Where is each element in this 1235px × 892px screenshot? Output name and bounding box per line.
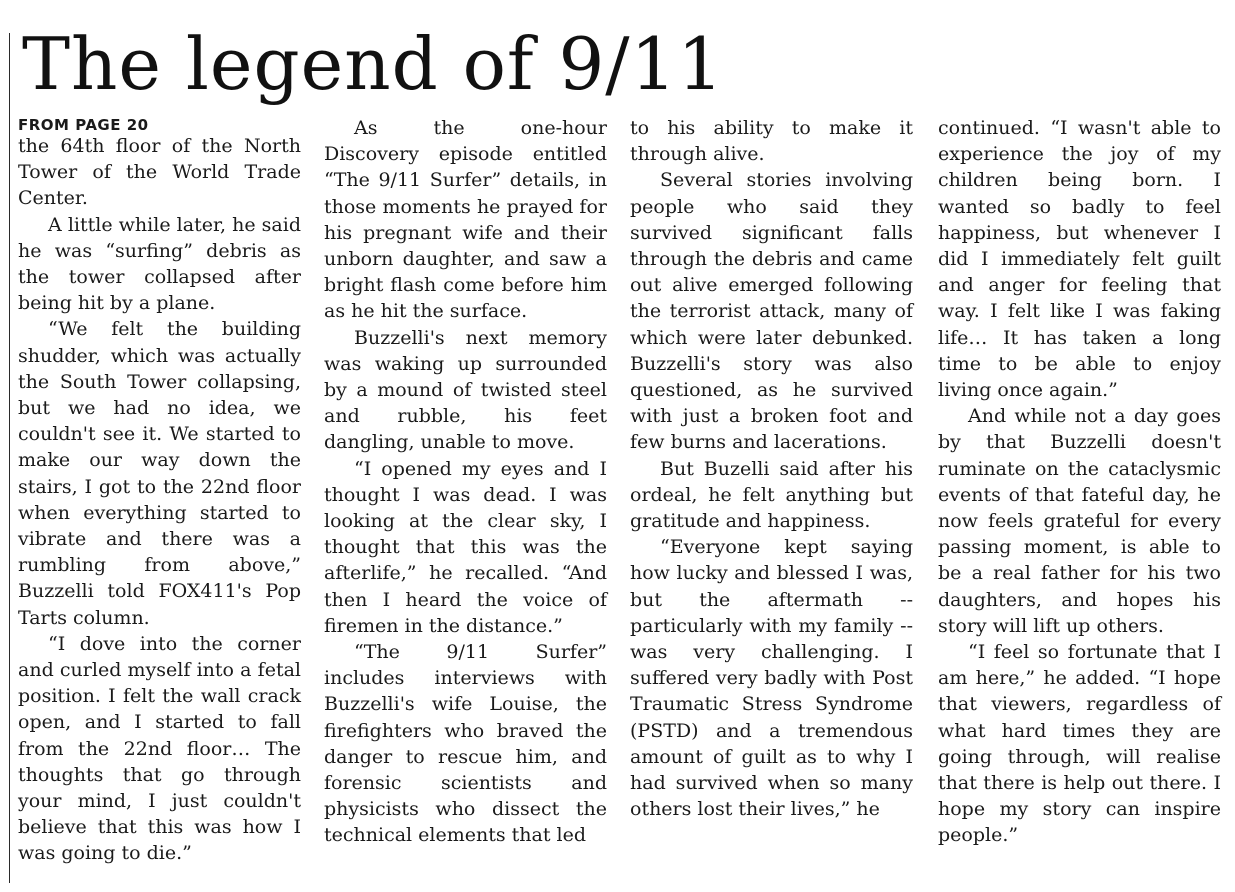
paragraph: But Buzelli said after his ordeal, he felt anything but gratitude and happiness. xyxy=(630,457,913,533)
paragraph: A little while later, he said he was “surfing” debris as the tower collapsed after being hit by a plane. xyxy=(18,213,301,315)
headline: The legend of 9/11 xyxy=(22,22,725,106)
paragraph: “The 9/11 Surfer” includes interviews with Buzzelli's wife Louise, the firefighters who braved the danger to rescue him, and forensic scientists and physicists who dissect the technical elements that led xyxy=(324,641,607,847)
paragraph: Buzzelli's next memory was waking up surrounded by a mound of twisted steel and rubble, his feet dangling, unable to move. xyxy=(324,326,607,454)
paragraph: to his ability to make it through alive. xyxy=(630,117,913,166)
paragraph: Several stories involving people who said they survived significant falls through the debris and came out alive emerged following the terrorist attack, many of which were later debunked. Buzzelli's story was also questioned, as he survived with just a broken foot and few burns and lacerations. xyxy=(630,169,913,454)
paragraph: “We felt the building shudder, which was actually the South Tower collapsing, but we had no idea, we couldn't see it. We started to make our way down the stairs, I got to the 22nd floor when everything started to vibrate and there was a rumbling from above,” Buzzelli told FOX411's Pop Tarts column. xyxy=(18,318,301,629)
paragraph: “I dove into the corner and curled myself into a fetal position. I felt the wall crack open, and I started to fall from the 22nd floor… The thoughts that go through your mind, I just couldn't believe that this was how I was going to die.” xyxy=(18,632,301,865)
paragraph: “I opened my eyes and I thought I was dead. I was looking at the clear sky, I thought that this was the afterlife,” he recalled. “And then I heard the voice of firemen in the distance.” xyxy=(324,457,607,637)
paragraph: the 64th floor of the North Tower of the World Trade Center. xyxy=(18,135,301,210)
column-rule xyxy=(9,33,10,883)
article-column-2 xyxy=(324,115,607,849)
paragraph: “Everyone kept saying how lucky and blessed I was, but the aftermath -- particularly with my family -- was very challenging. I suffered very badly with Post Traumatic Stress Syndrome (PSTD) and a tremendous amount of guilt as to why I had survived when so many others lost their lives,” he xyxy=(630,536,913,821)
article-column-1 xyxy=(18,115,301,867)
article-column-4 xyxy=(938,115,1221,849)
paragraph: And while not a day goes by that Buzzelli doesn't ruminate on the cataclysmic events of that fateful day, he now feels grateful for every passing moment, is able to be a real father for his two daughters, and hopes his story will lift up others. xyxy=(938,405,1221,637)
paragraph: As the one-hour Discovery episode entitled “The 9/11 Surfer” details, in those moments he prayed for his pregnant wife and their unborn daughter, and saw a bright flash come before him as he hit the surface. xyxy=(324,117,607,323)
paragraph: “I feel so fortunate that I am here,” he added. “I hope that viewers, regardless of what hard times they are going through, will realise that there is help out there. I hope my story can inspire people.” xyxy=(938,641,1221,847)
paragraph: continued. “I wasn't able to experience the joy of my children being born. I wanted so badly to feel happiness, but whenever I did I immediately felt guilt and anger for feeling that way. I felt like I was faking life… It has taken a long time to be able to enjoy living once again.” xyxy=(938,117,1221,402)
jump-label: FROM PAGE 20 xyxy=(18,116,149,134)
article-column-3 xyxy=(630,115,913,822)
